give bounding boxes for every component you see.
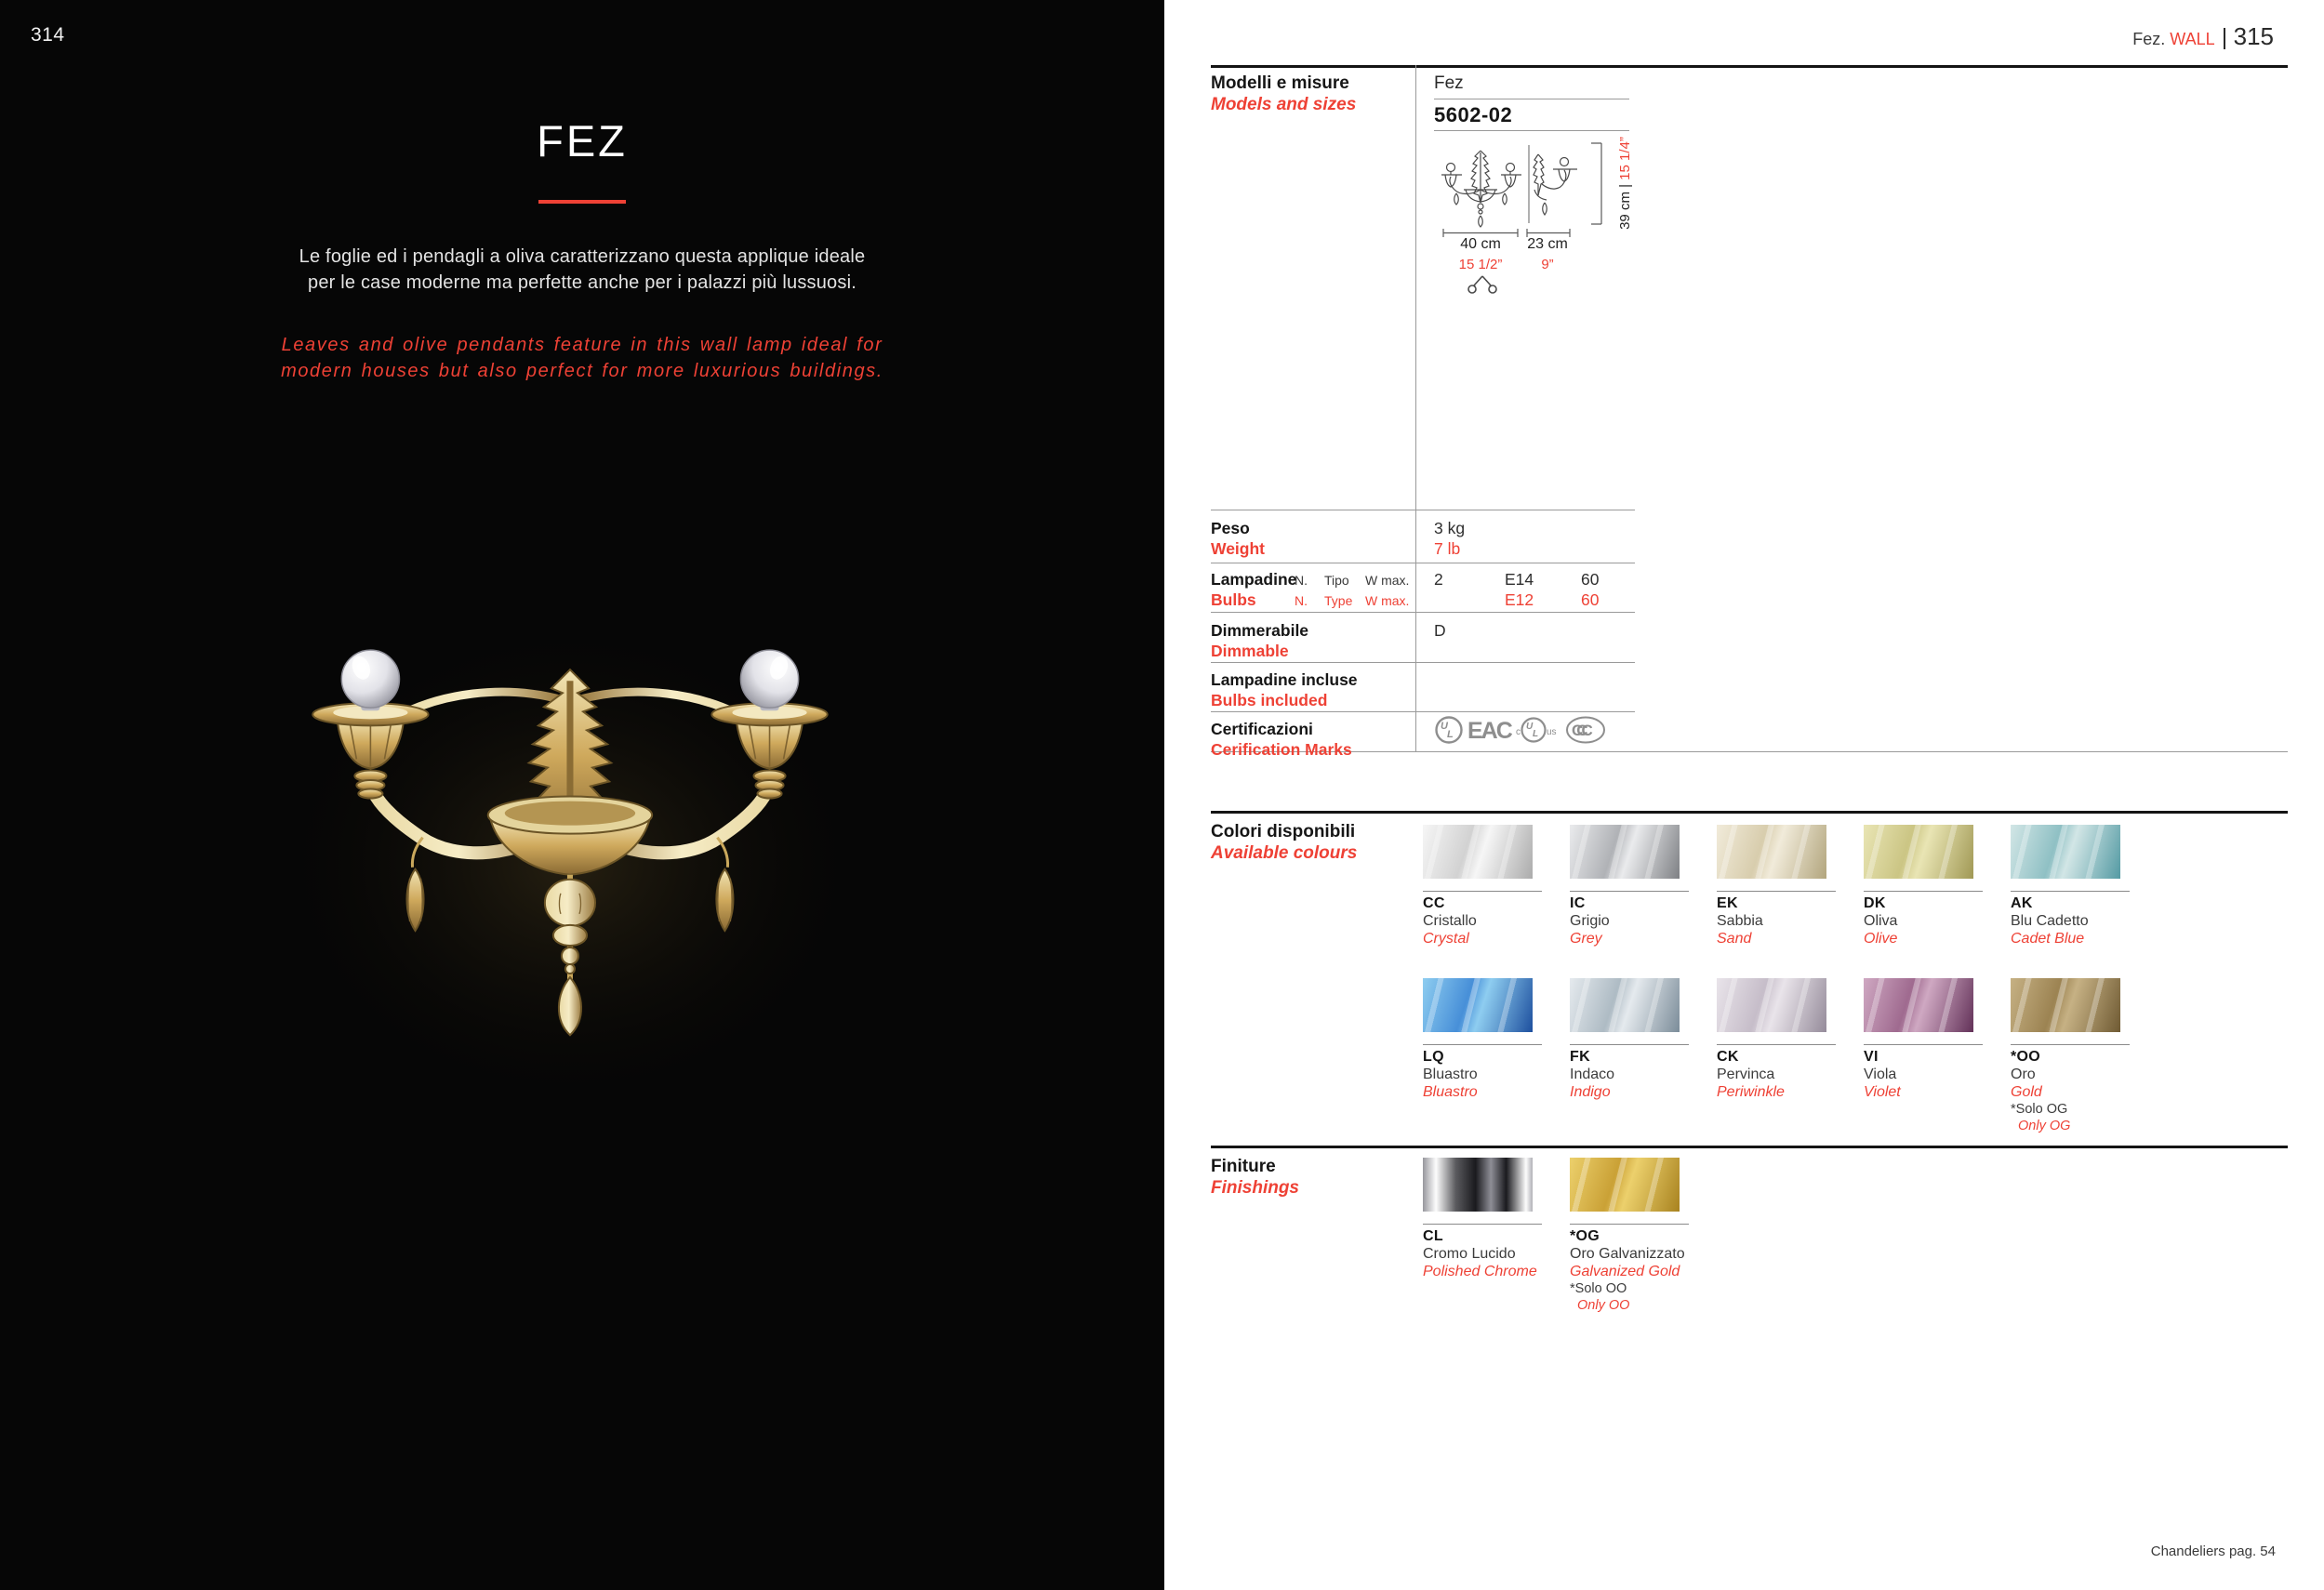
finishes-label-en: Finishings [1211,1178,1299,1198]
spec-bulbs-type-primary: E14 [1505,570,1534,589]
dim-width-side-imperial: 9” [1541,257,1554,272]
swatch-name-en: Sand [1717,931,1752,947]
swatch-cell [1717,825,1856,1001]
page-number-left: 314 [31,24,65,46]
swatch-cell [1864,825,2003,1001]
model-code-underline [1434,130,1629,131]
swatch-image [2011,825,2120,879]
spec-dimmable-label-en: Dimmable [1211,642,1289,660]
page-header-right [2132,22,2274,51]
svg-text:c: c [1516,727,1521,737]
swatch-name-it: Oro Galvanizzato [1570,1246,1685,1262]
svg-text:EAC: EAC [1467,718,1511,744]
side-view-drawing [1529,145,1577,223]
spec-bulbs-header-n-it: N. [1295,573,1308,588]
section-rule-finishes [1211,1146,2288,1148]
swatch-code: CL [1423,1228,1443,1244]
swatch-name-en: Periwinkle [1717,1084,1785,1100]
svg-text:L: L [1533,729,1539,739]
spec-row-line [1211,711,1635,712]
swatch-underline [2011,891,2130,892]
swatch-code: LQ [1423,1049,1444,1065]
swatch-cell [1423,978,1562,1155]
ul-icon [1437,718,1462,743]
colors-label-en: Available colours [1211,843,1358,863]
product-title: FEZ [537,116,628,166]
swatch-underline [1423,1224,1542,1225]
spec-bulbs-header-type-it: Tipo [1324,573,1349,588]
dim-width-front-metric: 40 cm [1460,236,1501,252]
swatch-name-en: Olive [1864,931,1898,947]
swatch-code: *OO [2011,1049,2041,1065]
swatch-cell [1864,978,2003,1155]
product-photo [232,603,932,1302]
swatch-image [1864,825,1973,879]
swatch-image [1570,1158,1680,1212]
swatch-name-en: Indigo [1570,1084,1611,1100]
ccc-icon [1567,718,1604,743]
two-bulbs-icon [1466,273,1499,300]
swatch-code: CC [1423,895,1445,911]
swatch-underline [1717,1044,1836,1045]
svg-text:U: U [1441,721,1448,732]
spec-bulbs-qty: 2 [1434,570,1443,589]
swatch-name-en: Crystal [1423,931,1469,947]
spec-bulbs-watt-secondary: 60 [1581,590,1600,609]
swatch-underline [1423,1044,1542,1045]
swatch-name-it: Grigio [1570,913,1610,929]
swatch-code: *OG [1570,1228,1600,1244]
spec-dimmable-label-it: Dimmerabile [1211,621,1309,640]
dim-height-label: 39 cm | 15 1/4” [1617,137,1633,230]
header-separator [2224,28,2225,49]
swatch-underline [1717,891,1836,892]
swatch-cell [1570,825,1709,1001]
description-english: Leaves and olive pendants feature in this wall lamp ideal for modern houses but also perfect for more luxurious buildings. [281,335,883,381]
swatch-cell [2011,978,2150,1155]
certification-marks [1434,715,1607,751]
swatch-name-en: Bluastro [1423,1084,1478,1100]
eac-icon [1467,718,1513,744]
svg-text:us: us [1547,727,1557,737]
swatch-image [1864,978,1973,1032]
svg-text:CCC: CCC [1572,722,1587,739]
swatch-cell [1717,978,1856,1155]
swatch-underline [1570,1224,1689,1225]
spec-row-line [1211,662,1635,663]
swatch-code: AK [2011,895,2033,911]
swatch-name-en: Gold [2011,1084,2042,1100]
swatch-underline [2011,1044,2130,1045]
swatch-image [1423,825,1533,879]
swatch-code: VI [1864,1049,1879,1065]
models-label-en: Models and sizes [1211,95,1357,114]
swatch-image [1423,978,1533,1032]
swatch-cell [2011,825,2150,1001]
models-column-divider [1415,65,1416,751]
header-product-name: Fez. [2132,30,2166,48]
model-name: Fez [1434,73,1464,93]
swatch-code: FK [1570,1049,1590,1065]
spec-bulbs-header-n-en: N. [1295,593,1308,608]
swatch-code: CK [1717,1049,1739,1065]
swatch-image [1717,825,1826,879]
header-category: WALL [2170,30,2215,48]
swatch-code: IC [1570,895,1586,911]
finishes-label-it: Finiture [1211,1157,1276,1176]
spec-bulbs-included-label-it: Lampadine incluse [1211,670,1358,689]
swatch-code: DK [1864,895,1886,911]
spec-bulbs-header-watt-it: W max. [1365,573,1410,588]
spec-bulbs-watt-primary: 60 [1581,570,1600,589]
swatch-underline [1864,891,1983,892]
dim-width-side-metric: 23 cm [1527,236,1568,252]
swatch-name-en: Grey [1570,931,1602,947]
page-number-right: 315 [2233,22,2274,50]
swatch-cell [1423,1158,1562,1334]
title-underline [538,200,626,204]
section-rule-colors [1211,811,2288,814]
swatch-image [1570,825,1680,879]
wall-sconce-illustration [232,603,932,1302]
swatch-image [1717,978,1826,1032]
swatch-name-it: Oro [2011,1067,2036,1082]
swatch-note-en: Only OG [2018,1119,2071,1133]
swatch-name-it: Blu Cadetto [2011,913,2089,929]
swatch-name-it: Oliva [1864,913,1898,929]
swatch-note-en: Only OO [1577,1298,1630,1313]
swatch-underline [1570,1044,1689,1045]
swatch-name-it: Viola [1864,1067,1897,1082]
swatch-name-en: Cadet Blue [2011,931,2085,947]
spec-bulbs-label-it: Lampadine [1211,570,1297,589]
spec-row-line [1211,612,1635,613]
swatch-image [1423,1158,1533,1212]
swatch-code: EK [1717,895,1738,911]
spec-certifications-label-en: Cerification Marks [1211,740,1352,759]
spec-bulbs-header-watt-en: W max. [1365,593,1410,608]
description-italian: Le foglie ed i pendagli a oliva caratterizzano questa applique ideale per le case moderne ma perfette anche per i palazzi più lussuosi. [299,246,866,293]
spec-bulbs-included-label-en: Bulbs included [1211,691,1328,709]
section-rule-models [1211,65,2288,68]
swatch-note-it: *Solo OG [2011,1102,2068,1117]
swatch-note-it: *Solo OO [1570,1281,1627,1296]
spec-weight-label-it: Peso [1211,519,1250,537]
spec-bulbs-header-type-en: Type [1324,593,1353,608]
swatch-name-it: Sabbia [1717,913,1763,929]
swatch-underline [1423,891,1542,892]
svg-text:U: U [1526,722,1534,732]
swatch-image [1570,978,1680,1032]
swatch-cell [1423,825,1562,1001]
spec-table-bottom-line [1211,751,2288,752]
spec-certifications-label-it: Certificazioni [1211,720,1313,738]
spec-bulbs-label-en: Bulbs [1211,590,1256,609]
swatch-name-it: Pervinca [1717,1067,1775,1082]
model-code: 5602-02 [1434,103,1513,126]
spec-weight-imperial: 7 lb [1434,539,1461,558]
swatch-name-en: Galvanized Gold [1570,1264,1680,1279]
swatch-name-it: Bluastro [1423,1067,1478,1082]
swatch-image [2011,978,2120,1032]
colors-label-it: Colori disponibili [1211,822,1356,841]
swatch-name-it: Indaco [1570,1067,1615,1082]
swatch-cell [1570,978,1709,1155]
footer-reference: Chandeliers pag. 54 [2150,1544,2276,1559]
cul-us-icon [1516,719,1557,742]
models-label-it: Modelli e misure [1211,73,1349,93]
swatch-name-it: Cromo Lucido [1423,1246,1516,1262]
swatch-name-en: Violet [1864,1084,1901,1100]
swatch-underline [1570,891,1689,892]
dim-width-front-imperial: 15 1/2” [1458,257,1503,272]
svg-text:L: L [1447,729,1454,740]
spec-dimmable-value: D [1434,621,1446,640]
spec-weight-label-en: Weight [1211,539,1266,558]
front-view-drawing [1441,151,1521,227]
spec-weight-metric: 3 kg [1434,519,1466,537]
swatch-name-en: Polished Chrome [1423,1264,1537,1279]
swatch-name-it: Cristallo [1423,913,1477,929]
swatch-cell [1570,1158,1709,1334]
swatch-underline [1864,1044,1983,1045]
spec-bulbs-type-secondary: E12 [1505,590,1534,609]
